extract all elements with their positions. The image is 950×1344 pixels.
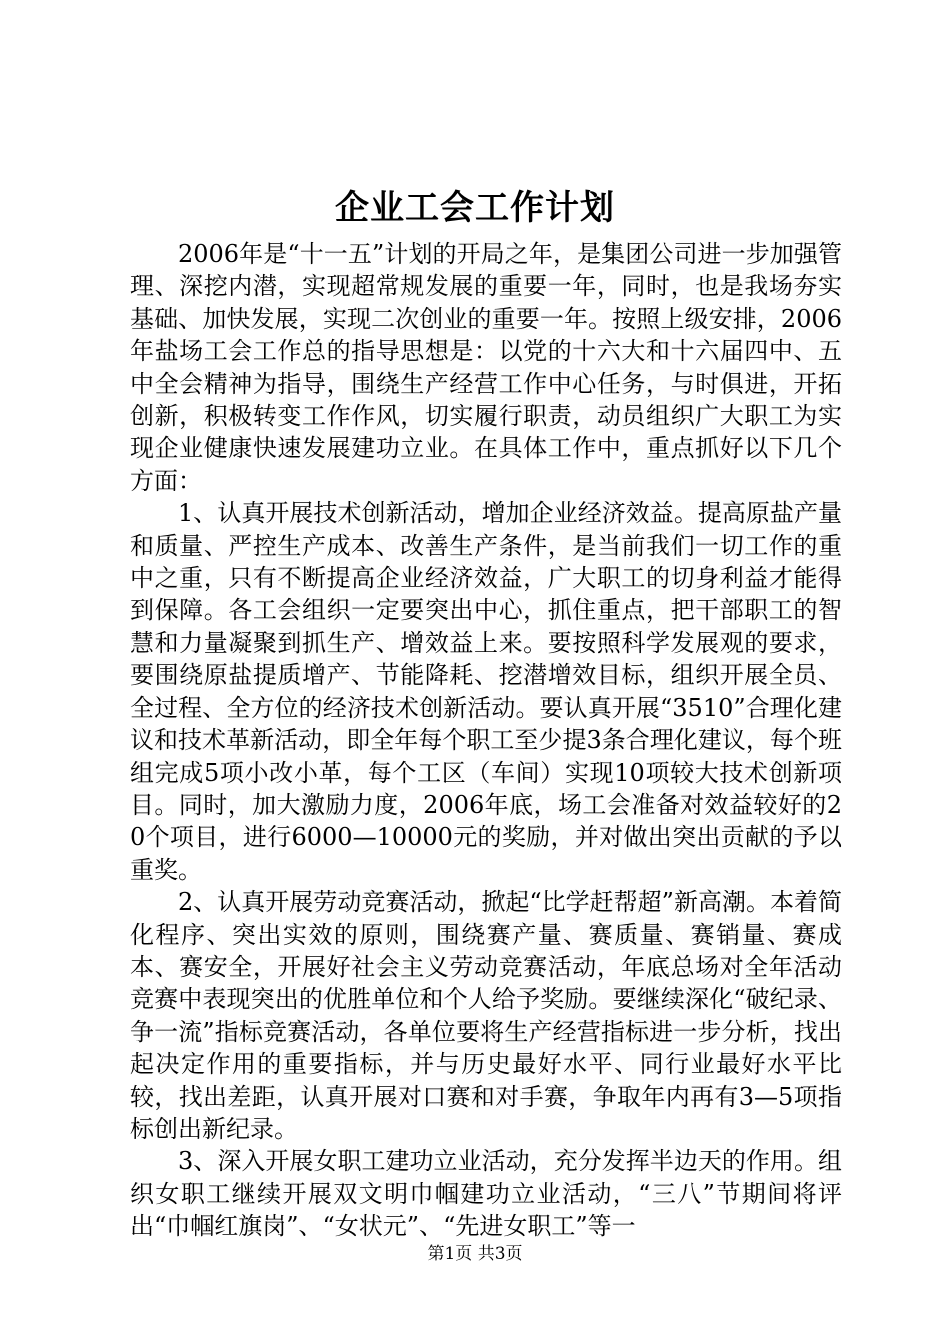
paragraph-intro: 2006年是“十一五”计划的开局之年，是集团公司进一步加强管理、深挖内潜，实现超常规发展的重要一年，同时，也是我场夯实基础、加快发展，实现二次创业的重要一年。按照上级安排，2006年盐场工会工作总的指导思想是：以党的十六大和十六届四中、五中全会精神为指导，围绕生产经营工作中心任务，与时俱进，开拓创新，积极转变工作作风，切实履行职责，动员组织广大职工为实现企业健康快速发展建功立业。在具体工作中，重点抓好以下几个方面： [130, 240, 842, 495]
paragraph-item-3: 3、深入开展女职工建功立业活动，充分发挥半边天的作用。组织女职工继续开展双文明巾帼建功立业活动，“三八”节期间将评出“巾帼红旗岗”、“女状元”、“先进女职工”等一 [130, 1147, 842, 1241]
paragraph-item-1: 1、认真开展技术创新活动，增加企业经济效益。提高原盐产量和质量、严控生产成本、改善生产条件，是当前我们一切工作的重中之重，只有不断提高企业经济效益，广大职工的切身利益才能得到保障。各工会组织一定要突出中心，抓住重点，把干部职工的智慧和力量凝聚到抓生产、增效益上来。要按照科学发展观的要求，要围绕原盐提质增产、节能降耗、挖潜增效目标，组织开展全员、全过程、全方位的经济技术创新活动。要认真开展“3510”合理化建议和技术革新活动，即全年每个职工至少提3条合理化建议，每个班组完成5项小改小革，每个工区（车间）实现10项较大技术创新项目。同时，加大激励力度，2006年底，场工会准备对效益较好的20个项目，进行6000—10000元的奖励，并对做出突出贡献的予以重奖。 [130, 499, 842, 884]
paragraph-item-2: 2、认真开展劳动竞赛活动，掀起“比学赶帮超”新高潮。本着简化程序、突出实效的原则，围绕赛产量、赛质量、赛销量、赛成本、赛安全，开展好社会主义劳动竞赛活动，年底总场对全年活动竞赛中表现突出的优胜单位和个人给予奖励。要继续深化“破纪录、争一流”指标竞赛活动，各单位要将生产经营指标进一步分析，找出起决定作用的重要指标，并与历史最好水平、同行业最好水平比较，找出差距，认真开展对口赛和对手赛，争取年内再有3—5项指标创出新纪录。 [130, 888, 842, 1143]
page-footer: 第1页 共3页 [427, 1244, 523, 1264]
document-title: 企业工会工作计划 [335, 188, 615, 228]
document-body [130, 238, 842, 1243]
